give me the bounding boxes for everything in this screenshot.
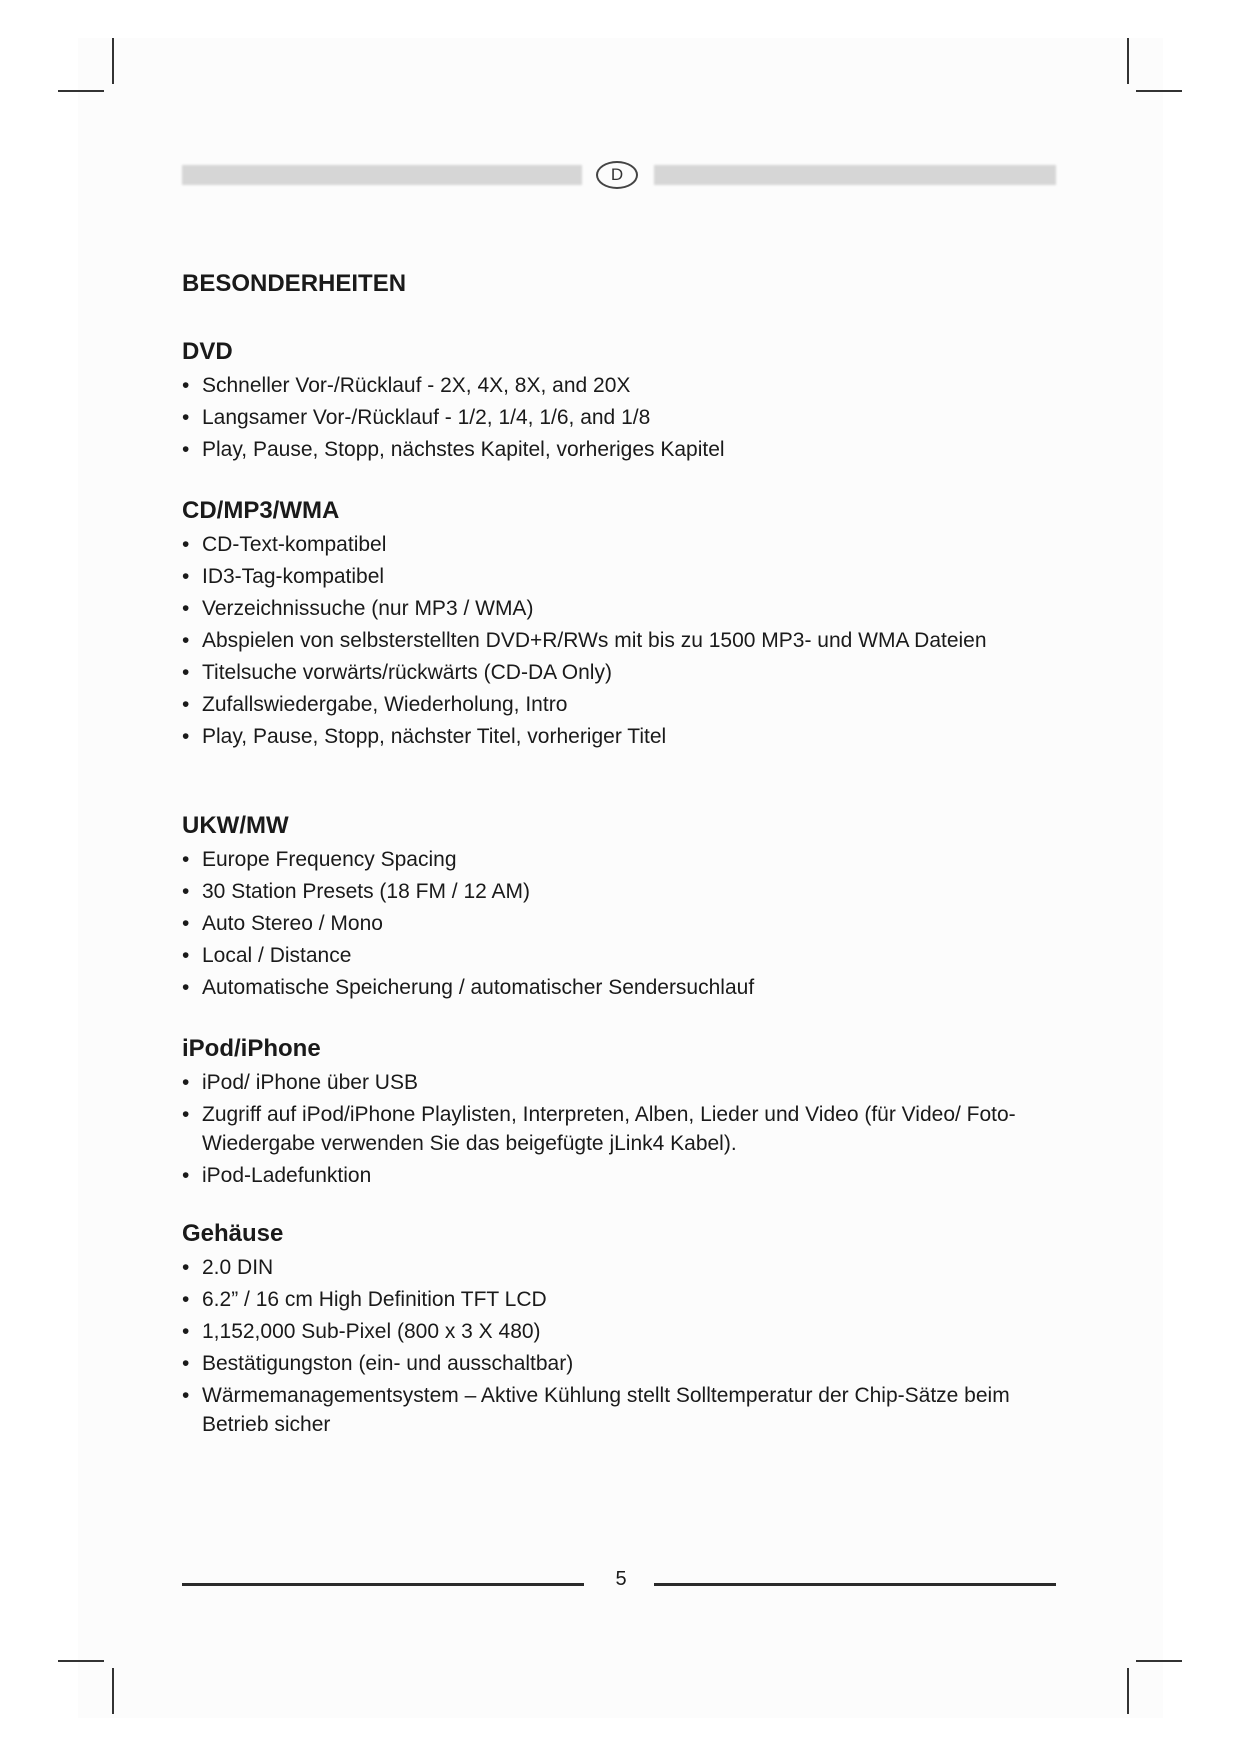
section-dvd	[182, 337, 1082, 467]
list-item: • 6.2” / 16 cm High Definition TFT LCD	[182, 1285, 1082, 1314]
list-item: • Verzeichnissuche (nur MP3 / WMA)	[182, 594, 1082, 623]
list-item: • Schneller Vor-/Rücklauf - 2X, 4X, 8X, and 20X	[182, 371, 1082, 400]
list-item: • Zufallswiedergabe, Wiederholung, Intro	[182, 690, 1082, 719]
section-heading-gehaeuse: Gehäuse	[182, 1220, 284, 1247]
crop-mark-bottom-right-horizontal	[1136, 1660, 1182, 1662]
crop-mark-bottom-left-horizontal	[58, 1660, 104, 1662]
crop-mark-top-right-vertical	[1127, 38, 1129, 84]
footer-line-left	[182, 1583, 584, 1586]
list-item: • Europe Frequency Spacing	[182, 845, 1082, 874]
feature-list-gehaeuse	[182, 1253, 1082, 1439]
list-item: • iPod/ iPhone über USB	[182, 1068, 1082, 1097]
section-heading-ukw-mw: UKW/MW	[182, 812, 289, 839]
section-heading-ipod-iphone: iPod/iPhone	[182, 1035, 321, 1062]
list-item: • Auto Stereo / Mono	[182, 909, 1082, 938]
section-heading-dvd: DVD	[182, 338, 233, 365]
section-gehaeuse	[182, 1219, 1082, 1442]
feature-list-cd-mp3-wma	[182, 530, 1082, 751]
section-heading-cd-mp3-wma: CD/MP3/WMA	[182, 497, 340, 524]
list-item: • Titelsuche vorwärts/rückwärts (CD-DA Only)	[182, 658, 1082, 687]
footer-line-right	[654, 1583, 1056, 1586]
list-item: • 30 Station Presets (18 FM / 12 AM)	[182, 877, 1082, 906]
list-item: • Zugriff auf iPod/iPhone Playlisten, Interpreten, Alben, Lieder und Video (für Video/ Foto-Wiedergabe verwenden Sie das beigefügte jLink4 Kabel).	[182, 1100, 1082, 1158]
list-item: • Play, Pause, Stopp, nächstes Kapitel, vorheriges Kapitel	[182, 435, 1082, 464]
list-item: • Wärmemanagementsystem – Aktive Kühlung stellt Solltemperatur der Chip-Sätze beim Betrieb sicher	[182, 1381, 1082, 1439]
list-item: • Automatische Speicherung / automatischer Sendersuchlauf	[182, 973, 1082, 1002]
crop-mark-bottom-right-vertical	[1127, 1668, 1129, 1714]
crop-mark-top-left-horizontal	[58, 90, 104, 92]
feature-list-ipod-iphone	[182, 1068, 1082, 1190]
header-bar-right	[654, 165, 1056, 185]
crop-mark-top-left-vertical	[112, 38, 114, 84]
section-cd-mp3-wma	[182, 496, 1082, 754]
list-item: • ID3-Tag-kompatibel	[182, 562, 1082, 591]
list-item: • CD-Text-kompatibel	[182, 530, 1082, 559]
feature-list-dvd	[182, 371, 1082, 464]
list-item: • 2.0 DIN	[182, 1253, 1082, 1282]
page-title: BESONDERHEITEN	[182, 270, 407, 297]
list-item: • Bestätigungston (ein- und ausschaltbar)	[182, 1349, 1082, 1378]
crop-mark-bottom-left-vertical	[112, 1668, 114, 1714]
section-ipod-iphone	[182, 1034, 1082, 1193]
crop-mark-top-right-horizontal	[1136, 90, 1182, 92]
list-item: • Langsamer Vor-/Rücklauf - 1/2, 1/4, 1/6, and 1/8	[182, 403, 1082, 432]
list-item: • Local / Distance	[182, 941, 1082, 970]
list-item: • Play, Pause, Stopp, nächster Titel, vorheriger Titel	[182, 722, 1082, 751]
list-item: • Abspielen von selbsterstellten DVD+R/RWs mit bis zu 1500 MP3- und WMA Dateien	[182, 626, 1082, 655]
header-bar-left	[182, 165, 582, 185]
list-item: • 1,152,000 Sub-Pixel (800 x 3 X 480)	[182, 1317, 1082, 1346]
language-badge: D	[596, 161, 638, 189]
page-number: 5	[615, 1568, 627, 1590]
section-ukw-mw	[182, 811, 1082, 1005]
feature-list-ukw-mw	[182, 845, 1082, 1002]
list-item: • iPod-Ladefunktion	[182, 1161, 1082, 1190]
